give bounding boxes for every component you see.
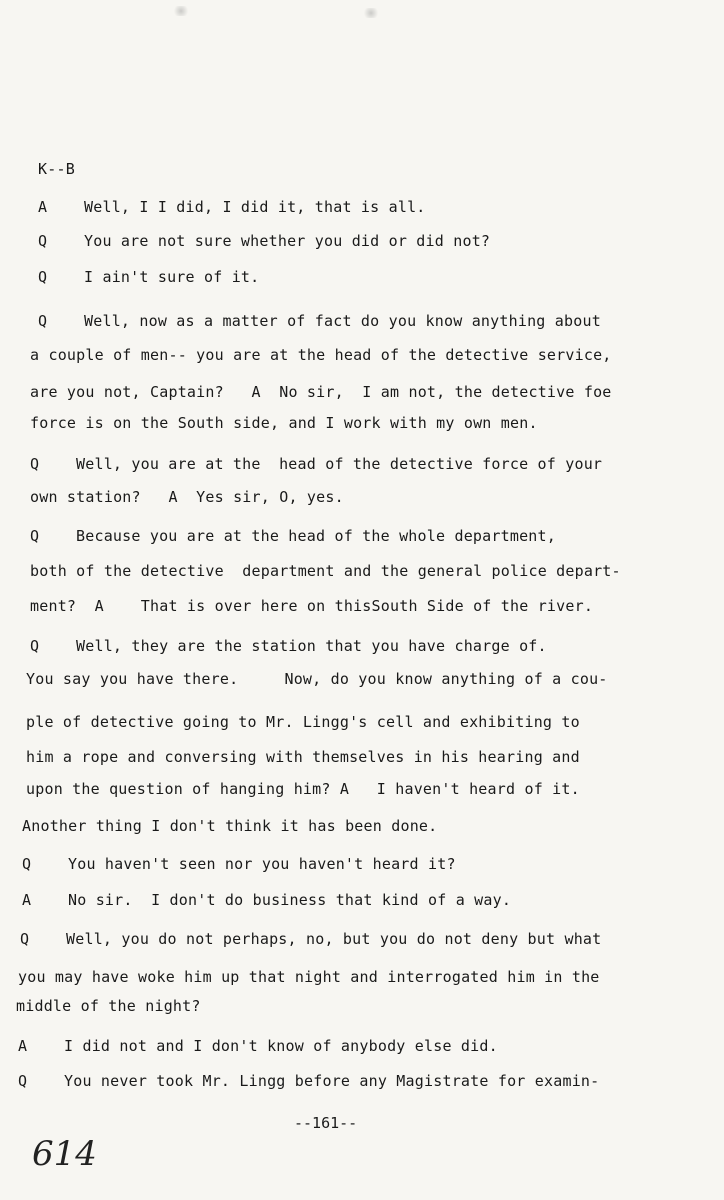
transcript-line (22, 817, 437, 835)
question-marker: Q (38, 268, 48, 286)
line-text: Well, I I did, I did it, that is all. (84, 198, 426, 216)
line-text: I did not and I don't know of anybody else did. (64, 1037, 498, 1055)
question-marker: Q (30, 637, 40, 655)
transcript-line (38, 198, 426, 216)
line-text: You never took Mr. Lingg before any Magistrate for examin- (64, 1072, 600, 1090)
transcript-line (16, 997, 201, 1015)
transcript-line (30, 597, 593, 615)
answer-marker: A (18, 1037, 28, 1055)
line-text: a couple of men-- you are at the head of the detective service, (30, 346, 612, 364)
transcript-line (30, 527, 556, 545)
line-text: Because you are at the head of the whole department, (76, 527, 556, 545)
line-text: Well, you are at the head of the detective force of your (76, 455, 603, 473)
line-text: you may have woke him up that night and interrogated him in the (18, 968, 600, 986)
line-text: are you not, Captain? A No sir, I am not, the detective foe (30, 383, 612, 401)
line-text: Another thing I don't think it has been done. (22, 817, 438, 835)
line-text: upon the question of hanging him? A I haven't heard of it. (26, 780, 580, 798)
transcript-line (30, 383, 612, 401)
answer-marker: A (22, 891, 32, 909)
scan-smudge (172, 6, 190, 16)
transcript-line (30, 637, 547, 655)
question-marker: Q (30, 527, 40, 545)
answer-marker: A (38, 198, 48, 216)
line-text: Well, now as a matter of fact do you know anything about (84, 312, 601, 330)
question-marker: Q (38, 232, 48, 250)
transcript-line (26, 670, 608, 688)
transcript-line (26, 748, 580, 766)
line-text: I ain't sure of it. (84, 268, 260, 286)
line-text: You are not sure whether you did or did not? (84, 232, 491, 250)
line-text: middle of the night? (16, 997, 201, 1015)
handwritten-number: 614 (32, 1134, 97, 1174)
transcript-line (26, 713, 580, 731)
question-marker: Q (18, 1072, 28, 1090)
transcript-line (18, 968, 600, 986)
line-text: ple of detective going to Mr. Lingg's cell and exhibiting to (26, 713, 580, 731)
scan-smudge (362, 8, 380, 18)
transcript-line (30, 488, 344, 506)
transcript-line (38, 232, 490, 250)
transcript-line (30, 346, 612, 364)
transcript-line (22, 891, 511, 909)
line-text: him a rope and conversing with themselves in his hearing and (26, 748, 580, 766)
transcript-line (30, 414, 538, 432)
line-text: own station? A Yes sir, O, yes. (30, 488, 344, 506)
transcript-line (30, 562, 621, 580)
line-text: Well, they are the station that you have charge of. (76, 637, 547, 655)
line-text: force is on the South side, and I work with my own men. (30, 414, 538, 432)
transcript-line (20, 930, 601, 948)
transcript-line (30, 455, 602, 473)
question-marker: Q (30, 455, 40, 473)
line-text: Well, you do not perhaps, no, but you do not deny but what (66, 930, 602, 948)
line-text: ment? A That is over here on thisSouth Side of the river. (30, 597, 594, 615)
transcript-line (26, 780, 580, 798)
page-number: --161-- (294, 1114, 358, 1132)
transcript-line (38, 268, 259, 286)
section-label: K--B (38, 160, 75, 178)
question-marker: Q (22, 855, 32, 873)
line-text: You say you have there. Now, do you know anything of a cou- (26, 670, 608, 688)
question-marker: Q (38, 312, 48, 330)
transcript-line (18, 1072, 599, 1090)
transcript-line (18, 1037, 498, 1055)
line-text: No sir. I don't do business that kind of a way. (68, 891, 512, 909)
question-marker: Q (20, 930, 30, 948)
transcript-line (38, 312, 601, 330)
line-text: both of the detective department and the general police depart- (30, 562, 621, 580)
line-text: You haven't seen nor you haven't heard it? (68, 855, 456, 873)
transcript-line (22, 855, 456, 873)
